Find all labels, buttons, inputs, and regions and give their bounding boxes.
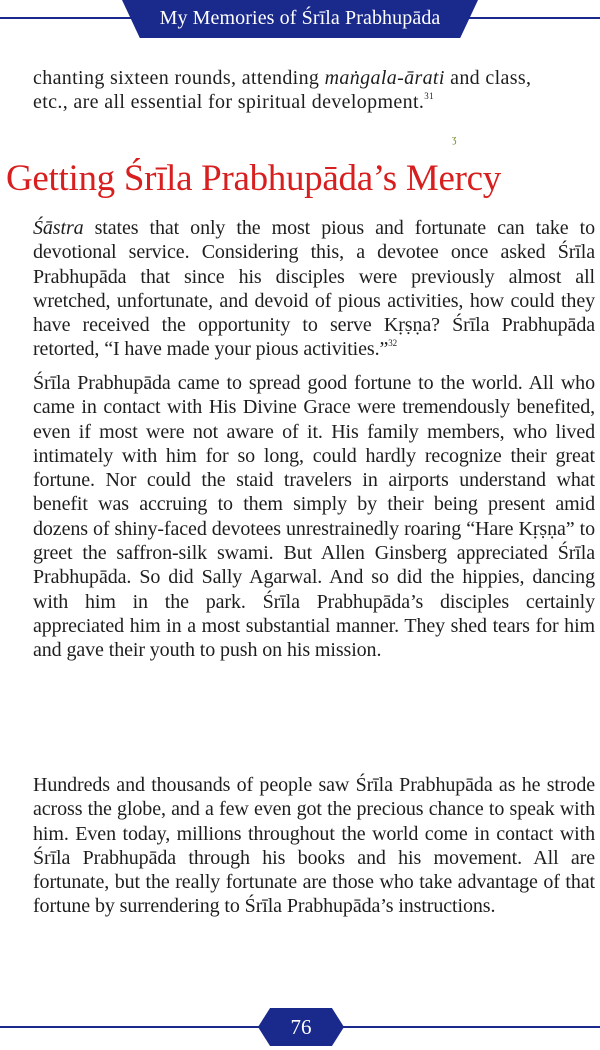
running-title: My Memories of Śrīla Prabhupāda [159,7,441,29]
paragraph-1-body: states that only the most pious and fortunate can take to devotional service. Considering this, a devotee once asked Śrīla Prabhupāda that since his disciples were previously almost all wretched, unfortunate, and devoid of pious activities, how could they have received the opportunity to serve Kṛṣṇa? Śrīla Prabhupāda retorted, “I have made your pious activities.” [33,217,595,361]
section-heading: Getting Śrīla Prabhupāda’s Mercy [6,158,501,199]
paragraph-3 [33,773,595,919]
continuation-line-1 [33,66,595,90]
paragraph-3-text: Hundreds and thousands of people saw Śrīla Prabhupāda as he strode across the globe, and a few even got the precious chance to speak with him. Even today, millions throughout the world come in contact with Śrīla Prabhupāda through his books and his movement. All are fortunate, but the really fortunate are those who take advantage of that fortune by surrendering to Śrīla Prabhupāda’s instructions. [33,774,595,918]
running-header [0,0,600,44]
continuation-text-a: chanting sixteen rounds, attending [33,67,325,89]
footnote-ref-31: 31 [424,91,434,102]
continuation-italic-term: maṅgala-ārati [324,67,445,89]
paragraph-2 [33,371,595,663]
footnote-ref-32: 32 [388,338,398,349]
stray-mark: ʒ [452,134,457,145]
paragraph-1 [33,216,595,362]
page-number: 76 [290,1015,312,1039]
continuation-text-c: etc., are all essential for spiritual development. [33,91,425,114]
continuation-paragraph [33,66,595,115]
continuation-line-2 [33,90,595,114]
paragraph-2-text: Śrīla Prabhupāda came to spread good fortune to the world. All who came in contact with His Divine Grace were tremendously benefited, even if most were not aware of it. His family members, who lived intimately with him for so long, could hardly recognize their great fortune. Nor could the staid travelers in airports understand what benefit was accruing to them simply by their being present amid dozens of shiny-faced devotees unrestrainedly roaring “Hare Kṛṣṇa” to greet the saffron-silk swami. But Allen Ginsberg appreciated Śrīla Prabhupāda. So did Sally Agarwal. And so did the hippies, dancing with him in the park. Śrīla Prabhupāda’s disciples certainly appreciated him in a most substantial manner. They shed tears for him and gave their youth to push on his mission. [33,372,595,662]
sastra-italic: Śāstra [33,217,84,239]
continuation-text-b: and class, [444,67,532,89]
paragraph-1-text [33,216,595,362]
page-footer [0,1006,600,1050]
